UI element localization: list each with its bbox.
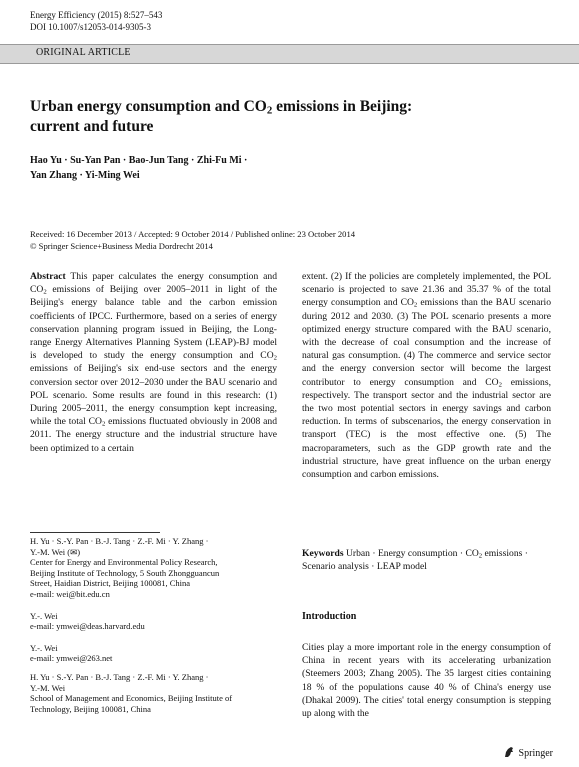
introduction-heading: Introduction <box>302 611 357 622</box>
introduction-text: Cities play a more important role in the energy consumption of China in recent years with its accelerating urbanization (Steemers 2003; Zhang 2005). The 35 largest cities containing 18 % of the populations cause 40 % of China's energy use (Dhakal 2009). The cities' total energy consumption is stepping up along with the <box>302 642 551 720</box>
doi[interactable]: DOI 10.1007/s12053-014-9305-3 <box>30 22 151 32</box>
publisher-logo <box>503 746 553 761</box>
author-line-2: Yan Zhang · Yi-Ming Wei <box>30 170 140 181</box>
email-link-2[interactable]: e-mail: ymwei@deas.harvard.edu <box>30 621 145 632</box>
abstract-label: Abstract <box>30 271 66 282</box>
article-type-label: ORIGINAL ARTICLE <box>36 47 131 58</box>
journal-citation: Energy Efficiency (2015) 8:527–543 <box>30 10 163 20</box>
footnote-rule <box>30 532 160 533</box>
author-line-1: Hao Yu · Su-Yan Pan · Bao-Jun Tang · Zhi-Fu Mi · <box>30 155 248 166</box>
author-list <box>30 153 550 183</box>
abstract: Abstract This paper calculates the energy consumption and $CO_2$ emissions of Beijing over 2005–2011 in light of the Beijing's energy balance table and the carbon emission coefficients of IPCC. Furthermore, based on a series of energy conservation planning program issued in Beijing, the Long-range Energy Alternatives Planning System (LEAP)-BJ model is developed to study the energy consumption and $CO_2$ emissions of Beijing's six end-use sectors and the energy conversion sector over 2012–2030 under the BAU scenario and POL scenario. Some results are found in this research: (1) During 2005–2011, the energy consumption kept increasing, while the total $CO_2$ emissions fluctuated obviously in 2008 and 2011. The energy structure and the industrial structure have been optimized to a certain <box>30 271 277 454</box>
copyright-notice: © Springer Science+Business Media Dordrecht 2014 <box>30 241 213 251</box>
keywords-label: Keywords <box>302 548 344 559</box>
publisher-name: Springer <box>518 748 553 759</box>
paper-title: Urban energy consumption and $CO_2$ emissions in Beijing: current and future <box>30 98 413 135</box>
email-link-3[interactable]: e-mail: ymwei@263.net <box>30 653 113 664</box>
springer-horse-icon <box>503 746 515 761</box>
abstract-continued: extent. (2) If the policies are completely implemented, the POL scenario is projected to save 21.36 and 35.37 % of the total energy consumption and $CO_2$ emissions than the BAU scenario during 2012 and 2030. (3) The POL scenario presents a more optimized energy structure compared with the BAU scenario, with the decrease of coal consumption and the increase of natural gas consumption. (4) The commerce and service sector and the energy conversion sector will become the largest contributor to energy consumption and $CO_2$ emissions, respectively. The transport sector and the industrial sector are the two most potential sectors in energy savings and carbon reduction. In terms of subscenarios, the energy conservation in transport (TEC) is the most effective one. (5) The macroparameters, such as the GDP growth rate and the industrial structure, have great influence on the urban energy consumption and carbon emissions. <box>302 271 551 481</box>
publication-dates: Received: 16 December 2013 / Accepted: 9 October 2014 / Published online: 23 October 2014 <box>30 229 356 239</box>
keywords: Keywords Urban · Energy consumption · $CO_2$ emissions · Scenario analysis · LEAP model <box>302 548 528 573</box>
affiliations: H. Yu · S.-Y. Pan · B.-J. Tang · Z.-F. Mi · Y. Zhang · Y.-M. Wei (✉) Center for Energy and Environmental Policy Research, Beijing Institute of Technology, 5 South Zhongguancun Street, Haidian District, Beijing 100081, China e-mail: wei@bit.edu.cn Y.-. Wei e-mail: ymwei@deas.harvard.edu Y.-. Wei e-mail: ymwei@263.net H. Yu · S.-Y. Pan · B.-J. Tang · Z.-F. Mi · Y. Zhang · Y.-M. Wei School of Management and Economics, Beijing Institute of Technology, Beijing 100081, China <box>30 536 280 714</box>
email-link-1[interactable]: e-mail: wei@bit.edu.cn <box>30 588 110 599</box>
